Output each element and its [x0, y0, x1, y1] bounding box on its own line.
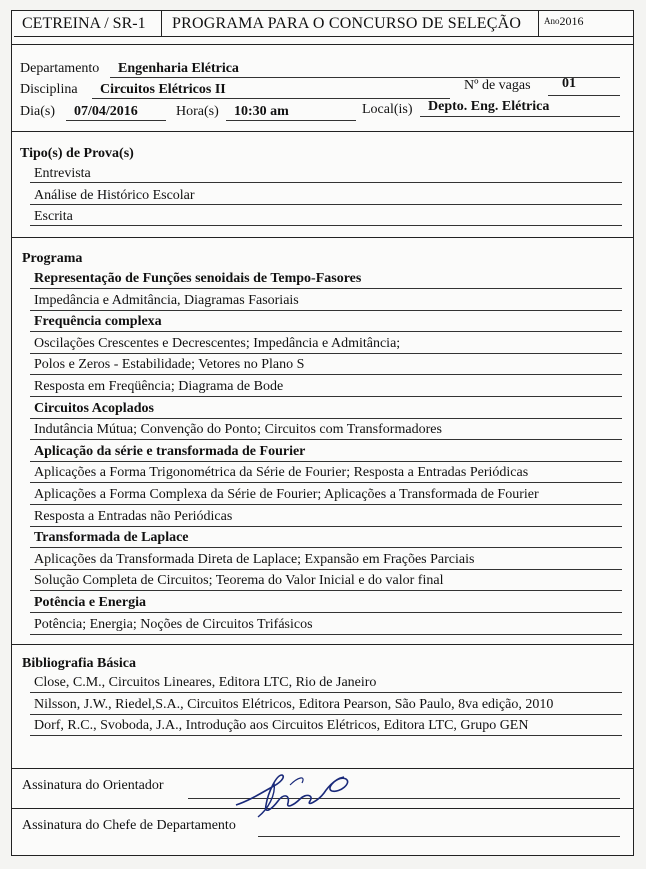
- programa-subtopic: Aplicações a Forma Complexa da Série de Fourier; Aplicações a Transformada de Fourier: [34, 487, 539, 502]
- tipo-item: Escrita: [34, 209, 73, 224]
- divider: [11, 131, 634, 132]
- underline: [548, 95, 620, 96]
- form-title: PROGRAMA PARA O CONCURSO DE SELEÇÃO: [162, 11, 539, 36]
- underline: [30, 204, 622, 205]
- bibliografia-item: Nilsson, J.W., Riedel,S.A., Circuitos Elétricos, Editora Pearson, São Paulo, 8va edição, 2010: [34, 697, 554, 712]
- underline: [30, 526, 622, 527]
- departamento-label: Departamento: [20, 61, 100, 76]
- underline: [30, 735, 622, 736]
- programa-subtopic: Resposta em Freqüência; Diagrama de Bode: [34, 379, 284, 394]
- programa-topic: Transformada de Laplace: [34, 530, 189, 546]
- programa-subtopic: Indutância Mútua; Convenção do Ponto; Circuitos com Transformadores: [34, 422, 442, 438]
- underline: [66, 120, 166, 121]
- underline: [30, 310, 622, 311]
- underline: [110, 77, 620, 78]
- chefe-label: Assinatura do Chefe de Departamento: [22, 818, 236, 833]
- programa-topic: Frequência complexa: [34, 314, 162, 330]
- underline: [30, 590, 622, 591]
- programa-subtopic: Resposta a Entradas não Periódicas: [34, 508, 233, 524]
- orientador-label: Assinatura do Orientador: [22, 778, 164, 793]
- programa-topic: Aplicação da série e transformada de Fourier: [34, 443, 306, 459]
- underline: [30, 439, 622, 440]
- programa-topic: Potência e Energia: [34, 595, 146, 610]
- programa-subtopic: Aplicações a Forma Trigonométrica da Série de Fourier; Resposta a Entradas Periódicas: [34, 465, 529, 481]
- programa-subtopic: Solução Completa de Circuitos; Teorema do Valor Inicial e do valor final: [34, 573, 444, 589]
- underline: [30, 612, 622, 613]
- hora-value: 10:30 am: [234, 104, 289, 119]
- underline: [30, 182, 622, 183]
- bibliografia-item: Dorf, R.C., Svoboda, J.A., Introdução aos Circuitos Elétricos, Editora LTC, Grupo GEN: [34, 718, 529, 733]
- underline: [30, 482, 622, 483]
- underline: [30, 504, 622, 505]
- programa-heading: Programa: [22, 251, 83, 266]
- form-code: CETREINA / SR-1: [14, 11, 162, 36]
- vagas-label: Nº de vagas: [464, 78, 531, 93]
- programa-subtopic: Oscilações Crescentes e Decrescentes; Impedância e Admitância;: [34, 335, 401, 351]
- programa-subtopic: Impedância e Admitância, Diagramas Fasoriais: [34, 292, 299, 308]
- disciplina-value: Circuitos Elétricos II: [100, 82, 226, 97]
- departamento-value: Engenharia Elétrica: [118, 61, 239, 76]
- underline: [92, 98, 450, 99]
- underline: [30, 461, 622, 462]
- dia-label: Dia(s): [20, 104, 55, 119]
- vagas-value: 01: [562, 76, 576, 91]
- underline: [30, 418, 622, 419]
- tipo-item: Análise de Histórico Escolar: [34, 188, 195, 203]
- underline: [30, 692, 622, 693]
- underline: [30, 714, 622, 715]
- underline: [30, 374, 622, 375]
- dia-value: 07/04/2016: [74, 104, 138, 119]
- underline: [420, 116, 620, 117]
- bibliografia-item: Close, C.M., Circuitos Lineares, Editora LTC, Rio de Janeiro: [34, 675, 377, 690]
- local-value: Depto. Eng. Elétrica: [428, 99, 550, 114]
- divider: [11, 644, 634, 645]
- underline: [30, 288, 622, 289]
- divider: [11, 44, 634, 45]
- programa-subtopic: Aplicações da Transformada Direta de Laplace; Expansão em Frações Parciais: [34, 551, 475, 567]
- programa-subtopic: Potência; Energia; Noções de Circuitos Trifásicos: [34, 616, 313, 632]
- programa-topic: Circuitos Acoplados: [34, 400, 154, 416]
- divider: [11, 237, 634, 238]
- underline: [30, 569, 622, 570]
- underline: [30, 331, 622, 332]
- bibliografia-heading: Bibliografia Básica: [22, 656, 136, 671]
- year-value: 2016: [559, 14, 584, 28]
- underline: [226, 120, 356, 121]
- underline: [30, 225, 622, 226]
- signature-image: [228, 765, 358, 825]
- tipos-heading: Tipo(s) de Prova(s): [20, 146, 134, 161]
- underline: [30, 353, 622, 354]
- year-cell: [539, 11, 634, 36]
- programa-subtopic: Polos e Zeros - Estabilidade; Vetores no Plano S: [34, 357, 305, 373]
- disciplina-label: Disciplina: [20, 82, 78, 97]
- form-header: [14, 11, 634, 37]
- local-label: Local(is): [362, 102, 413, 117]
- programa-topic: Representação de Funções senoidais de Tempo-Fasores: [34, 271, 362, 286]
- underline: [30, 547, 622, 548]
- year-label: Ano: [544, 16, 560, 26]
- hora-label: Hora(s): [176, 104, 219, 119]
- underline: [258, 836, 620, 837]
- tipo-item: Entrevista: [34, 166, 91, 181]
- underline: [30, 634, 622, 635]
- underline: [30, 396, 622, 397]
